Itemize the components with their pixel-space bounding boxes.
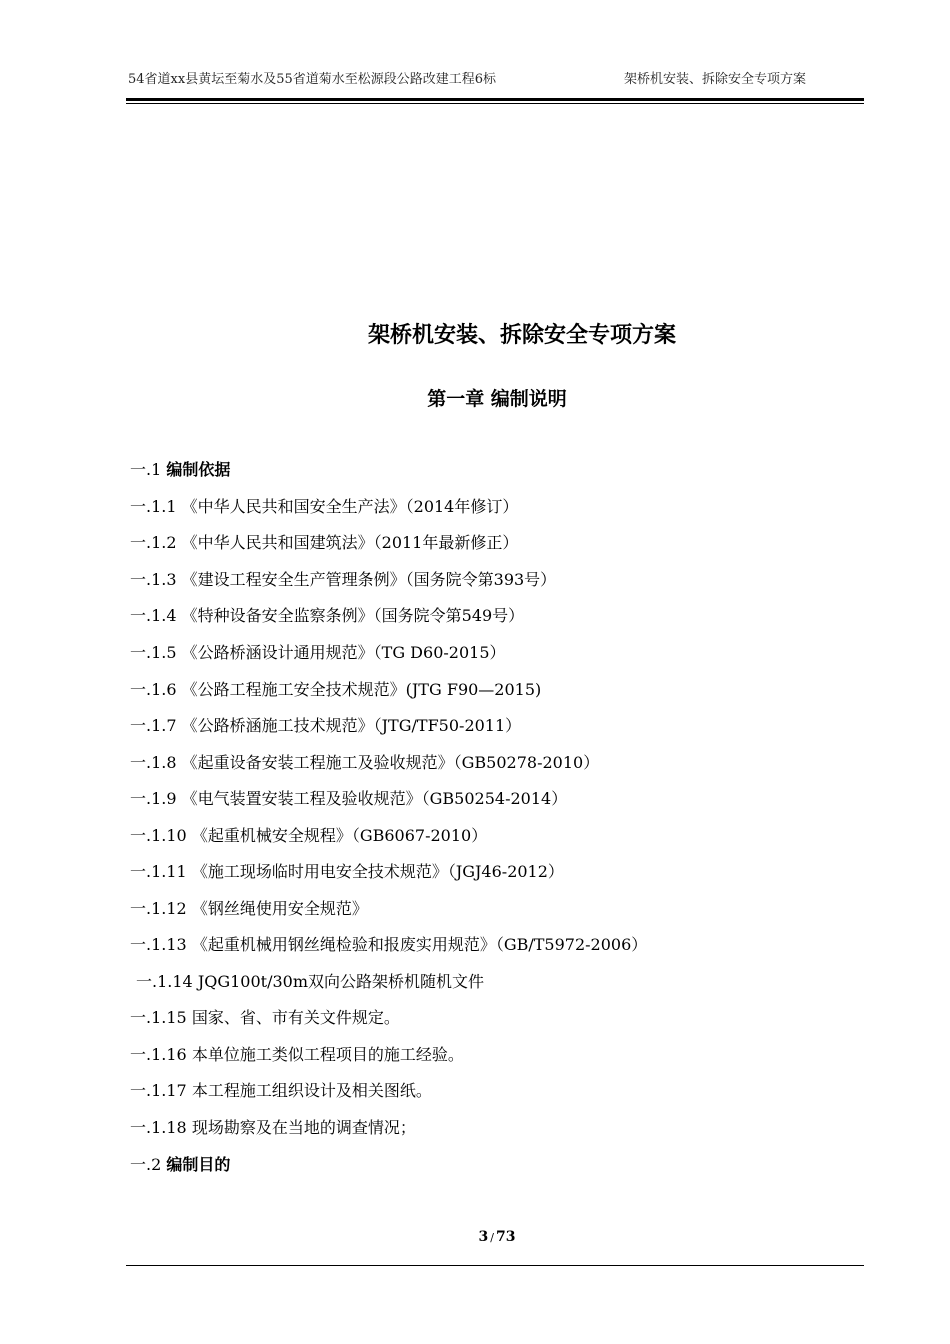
item-text: 《起重机械安全规程》（GB6067-2010） — [191, 826, 488, 845]
list-item — [130, 1081, 432, 1101]
item-text: 《中华人民共和国建筑法》（2011年最新修正） — [181, 533, 519, 552]
list-item — [130, 935, 647, 955]
current-page: 3 — [478, 1229, 489, 1245]
section-title: 编制依据 — [166, 460, 231, 479]
chapter-title: 第一章 编制说明 — [427, 388, 567, 410]
list-item — [130, 862, 564, 882]
page-number — [0, 1229, 950, 1245]
section-title: 编制目的 — [166, 1155, 231, 1174]
list-item — [130, 533, 518, 553]
section-number: 一.1 — [130, 460, 162, 479]
list-item — [136, 972, 484, 992]
item-number: 一.1.15 — [130, 1008, 187, 1027]
section-heading — [130, 1155, 230, 1175]
item-text: 《公路工程施工安全技术规范》(JTG F90—2015) — [181, 680, 542, 699]
list-item — [130, 1008, 400, 1028]
list-item — [130, 826, 487, 846]
item-text: 《建设工程安全生产管理条例》（国务院令第393号） — [181, 570, 557, 589]
item-number: 一.1.13 — [130, 935, 187, 954]
list-item — [130, 643, 506, 663]
header-rule-thick — [126, 98, 864, 101]
section-heading — [130, 460, 230, 480]
item-text: JQG100t/30m双向公路架桥机随机文件 — [197, 972, 485, 991]
list-item — [130, 753, 599, 773]
item-number: 一.1.2 — [130, 533, 177, 552]
list-item — [130, 497, 518, 517]
item-text: 《公路桥涵施工技术规范》（JTG/TF50-2011） — [181, 716, 522, 735]
item-number: 一.1.17 — [130, 1081, 187, 1100]
header-project-name: 54省道xx县黄坛至菊水及55省道菊水至松源段公路改建工程6标 — [128, 72, 497, 87]
item-number: 一.1.12 — [130, 899, 187, 918]
footer-rule — [126, 1265, 864, 1266]
header-rule-thin — [126, 103, 864, 104]
header-doc-title: 架桥机安装、拆除安全专项方案 — [624, 72, 807, 87]
list-item — [130, 1118, 416, 1138]
total-pages: 73 — [495, 1229, 516, 1245]
item-number: 一.1.6 — [130, 680, 177, 699]
item-text: 《特种设备安全监察条例》（国务院令第549号） — [181, 606, 525, 625]
item-number: 一.1.3 — [130, 570, 177, 589]
document-title: 架桥机安装、拆除安全专项方案 — [367, 323, 676, 348]
item-text: 《起重设备安装工程施工及验收规范》（GB50278-2010） — [181, 753, 600, 772]
item-text: 《起重机械用钢丝绳检验和报废实用规范》（GB/T5972-2006） — [191, 935, 648, 954]
list-item — [130, 899, 368, 919]
item-number: 一.1.8 — [130, 753, 177, 772]
item-number: 一.1.18 — [130, 1118, 187, 1137]
list-item — [130, 789, 567, 809]
item-text: 《钢丝绳使用安全规范》 — [191, 899, 368, 918]
list-item — [130, 570, 556, 590]
item-text: 国家、省、市有关文件规定。 — [191, 1008, 400, 1027]
item-number: 一.1.9 — [130, 789, 177, 808]
item-number: 一.1.14 — [136, 972, 193, 991]
list-item — [130, 606, 524, 626]
item-number: 一.1.5 — [130, 643, 177, 662]
item-number: 一.1.4 — [130, 606, 177, 625]
item-number: 一.1.16 — [130, 1045, 187, 1064]
item-number: 一.1.7 — [130, 716, 177, 735]
item-text: 《中华人民共和国安全生产法》（2014年修订） — [181, 497, 519, 516]
item-number: 一.1.10 — [130, 826, 187, 845]
page-separator: / — [490, 1231, 494, 1244]
item-text: 本工程施工组织设计及相关图纸。 — [191, 1081, 432, 1100]
item-number: 一.1.1 — [130, 497, 177, 516]
item-text: 《电气装置安装工程及验收规范》（GB50254-2014） — [181, 789, 568, 808]
item-text: 《施工现场临时用电安全技术规范》（JGJ46-2012） — [191, 862, 564, 881]
item-text: 《公路桥涵设计通用规范》（TG D60-2015） — [181, 643, 506, 662]
item-number: 一.1.11 — [130, 862, 187, 881]
section-number: 一.2 — [130, 1155, 162, 1174]
list-item — [130, 680, 541, 700]
list-item — [130, 1045, 464, 1065]
list-item — [130, 716, 521, 736]
item-text: 本单位施工类似工程项目的施工经验。 — [191, 1045, 464, 1064]
item-text: 现场勘察及在当地的调查情况； — [191, 1118, 416, 1137]
